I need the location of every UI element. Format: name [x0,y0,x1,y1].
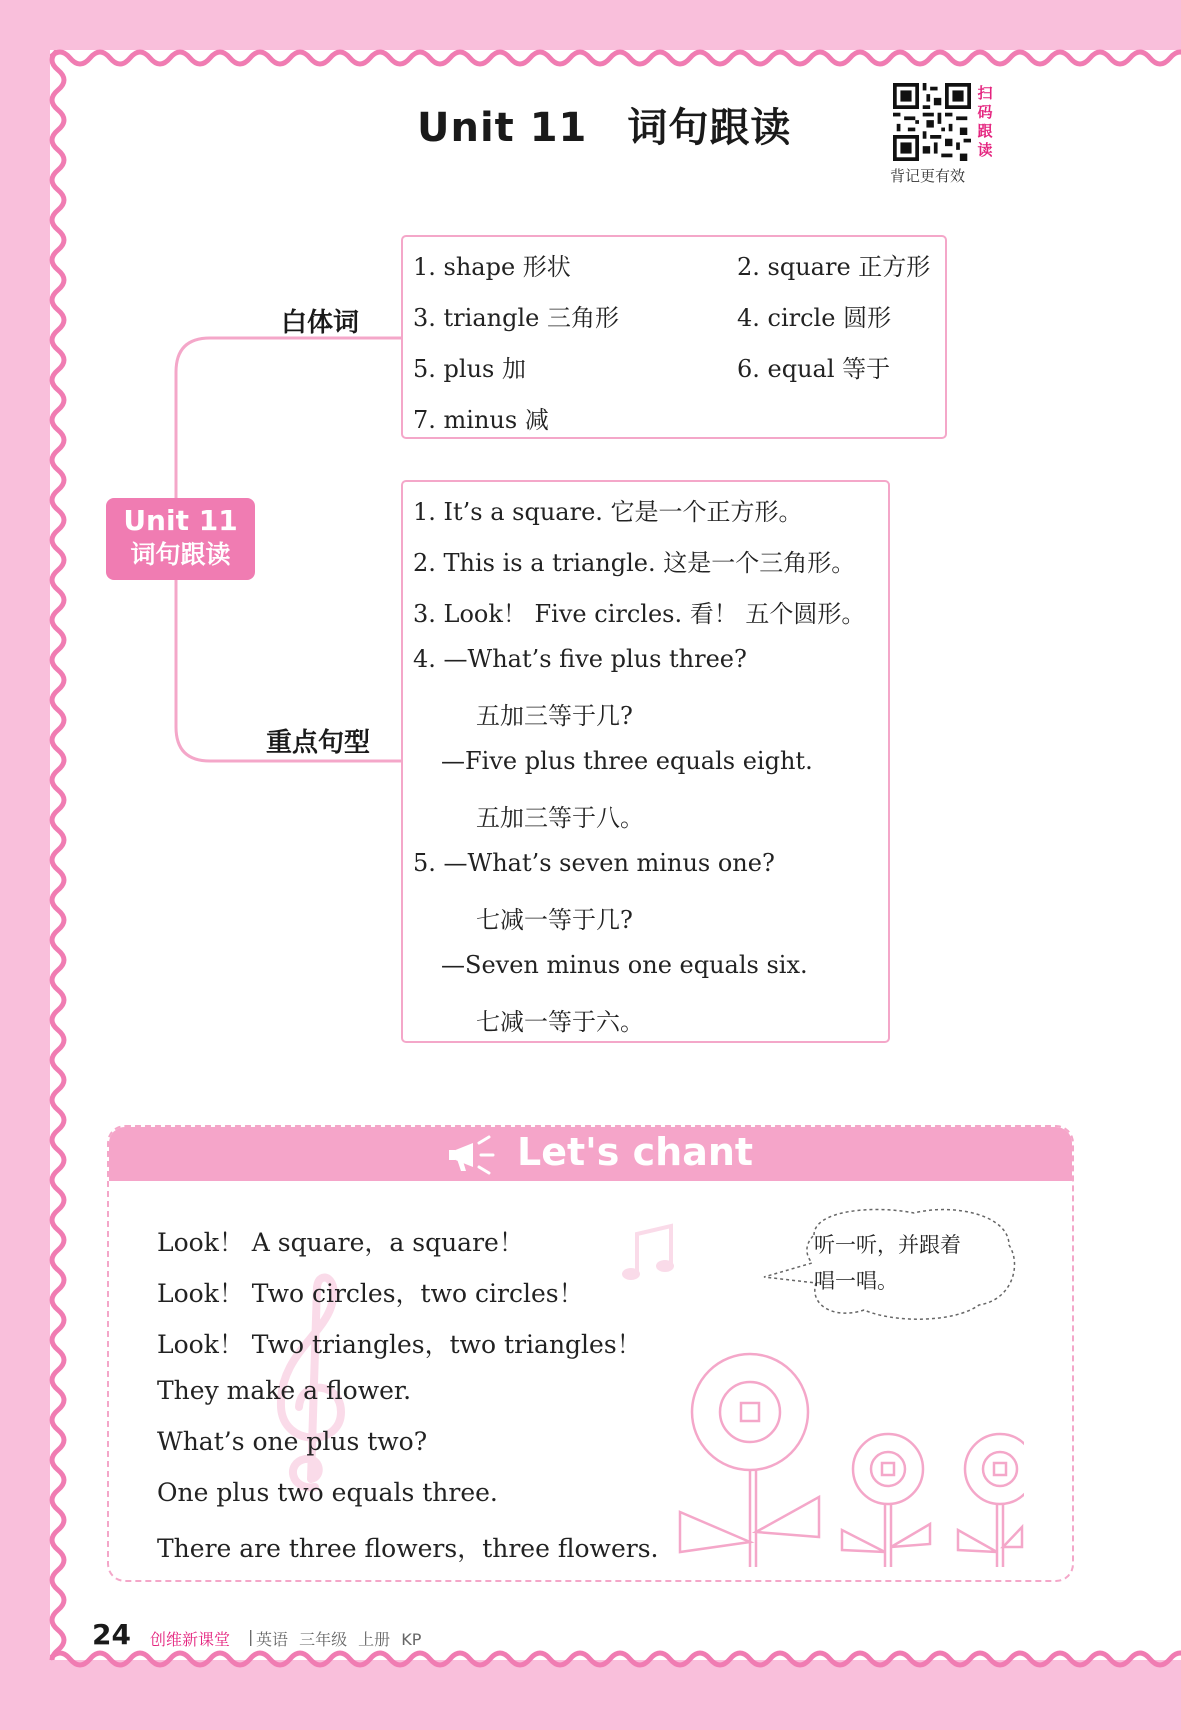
scan-char: 跟 [977,122,993,140]
vocab-item: 6. equal 等于 [737,355,891,383]
bubble-text [814,1227,984,1299]
title-text: 词句跟读 [627,105,792,151]
wavy-border-top [50,44,1181,72]
scan-char: 码 [977,103,993,121]
sentence-translation: 七减一等于几? [476,906,633,934]
qr-code-icon[interactable] [893,83,971,161]
chant-line: What’s one plus two? [157,1427,428,1456]
bubble-line: 唱一唱。 [814,1269,898,1293]
sentence-line: 4. —What’s five plus three? [413,645,747,673]
scan-char: 扫 [977,84,993,102]
sentence-line: 2. This is a triangle. 这是一个三角形。 [413,549,856,577]
chant-line: Look！ Two triangles，two triangles！ [157,1330,642,1359]
vocabulary-box [401,235,947,439]
center-node-unit: Unit 11 [123,504,238,537]
sentence-line: 3. Look！ Five circles. 看！ 五个圆形。 [413,600,866,628]
chant-line: One plus two equals three. [157,1478,498,1507]
vocab-item: 2. square 正方形 [737,253,931,281]
vocab-item: 5. plus 加 [413,355,526,383]
page-title [417,96,791,152]
chant-line: They make a flower. [157,1376,412,1405]
sentence-translation: 五加三等于几? [476,702,633,730]
chant-title: Let's chant [517,1130,754,1174]
vocab-item: 1. shape 形状 [413,253,571,281]
vocab-item: 3. triangle 三角形 [413,304,619,332]
sentence-translation: 五加三等于八。 [476,804,644,832]
flowers-illustration [674,1352,1024,1582]
sentence-line: 1. It’s a square. 它是一个正方形。 [413,498,803,526]
sentence-translation: 七减一等于六。 [476,1008,644,1036]
chant-line: There are three flowers，three flowers. [157,1534,659,1563]
sentence-line: 5. —What’s seven minus one? [413,849,775,877]
page-number: 24 [92,1618,131,1651]
music-note-icon [619,1222,679,1287]
chant-section [107,1125,1074,1582]
vocab-item: 4. circle 圆形 [737,304,892,332]
branch-label-sentences: 重点句型 [266,728,371,758]
megaphone-icon [447,1135,507,1175]
qr-caption: 背记更有效 [890,167,966,185]
chant-line: Look！ A square，a square！ [157,1228,524,1257]
sentence-line: —Five plus three equals eight. [441,747,813,775]
scan-label [975,84,995,160]
chant-line: Look！ Two circles，two circles！ [157,1279,584,1308]
footer-brand: 创维新课堂 [150,1630,231,1649]
branch-label-words: 白体词 [281,308,360,338]
vocab-item: 7. minus 减 [413,406,549,434]
wavy-border-left [44,50,72,1660]
unit-label: Unit 11 [417,105,588,151]
footer-info: 英语 三年级 上册 KP [256,1630,422,1649]
center-node-title: 词句跟读 [130,540,231,569]
sentences-box [401,480,890,1043]
footer-divider: | [248,1627,254,1646]
chant-header [109,1127,1072,1181]
scan-char: 读 [977,141,993,159]
bubble-line: 听一听，并跟着 [814,1233,961,1257]
mindmap-center-node [106,498,255,580]
sentence-line: —Seven minus one equals six. [441,951,808,979]
